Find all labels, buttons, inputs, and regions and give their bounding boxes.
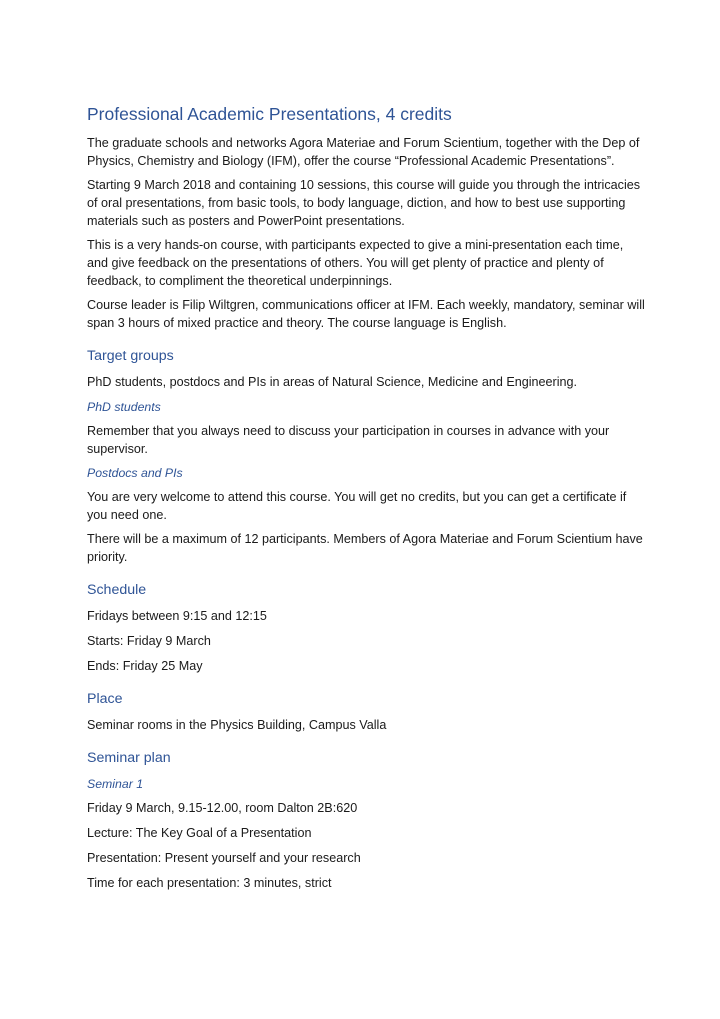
intro-paragraph-2: Starting 9 March 2018 and containing 10 sessions, this course will guide you through the intricacies of oral presentations, from basic tools, to body language, diction, and how to best use supporting materials such as posters and PowerPoint presentations. [87,178,641,228]
place-heading: Place [87,691,123,707]
seminar-1-line: Presentation: Present yourself and your research [87,851,361,865]
page-title: Professional Academic Presentations, 4 credits [87,104,452,124]
place-text: Seminar rooms in the Physics Building, Campus Valla [87,718,387,732]
schedule-line: Starts: Friday 9 March [87,634,211,648]
seminar-1-line: Friday 9 March, 9.15-12.00, room Dalton 2B:620 [87,801,358,815]
max-participants-text: There will be a maximum of 12 participants. Members of Agora Materiae and Forum Scientium have priority. [87,532,643,564]
target-groups-heading: Target groups [87,348,174,364]
intro-paragraph-1: The graduate schools and networks Agora Materiae and Forum Scientium, together with the Dep of Physics, Chemistry and Biology (IFM), offer the course “Professional Academic Presentations”. [87,136,640,168]
phd-students-text: Remember that you always need to discuss your participation in courses in advance with your supervisor. [87,424,610,456]
postdocs-text: You are very welcome to attend this course. You will get no credits, but you can get a certificate if you need one. [87,490,627,522]
target-groups-text: PhD students, postdocs and PIs in areas of Natural Science, Medicine and Engineering. [87,375,578,389]
seminar-1-line: Time for each presentation: 3 minutes, strict [87,876,332,890]
seminar-plan-heading: Seminar plan [87,750,171,766]
schedule-line: Ends: Friday 25 May [87,659,203,673]
phd-students-heading: PhD students [87,400,161,414]
intro-paragraph-3: This is a very hands-on course, with participants expected to give a mini-presentation each time, and give feedback on the presentations of others. You will get plenty of practice and plenty of feedback, to compliment the theoretical underpinnings. [87,238,624,288]
schedule-line: Fridays between 9:15 and 12:15 [87,609,267,623]
seminar-1-heading: Seminar 1 [87,777,144,791]
document-page [87,103,647,899]
schedule-heading: Schedule [87,582,147,598]
intro-paragraph-4: Course leader is Filip Wiltgren, communications officer at IFM. Each weekly, mandatory, seminar will span 3 hours of mixed practice and theory. The course language is English. [87,298,645,330]
postdocs-heading: Postdocs and PIs [87,466,183,480]
seminar-1-line: Lecture: The Key Goal of a Presentation [87,826,312,840]
